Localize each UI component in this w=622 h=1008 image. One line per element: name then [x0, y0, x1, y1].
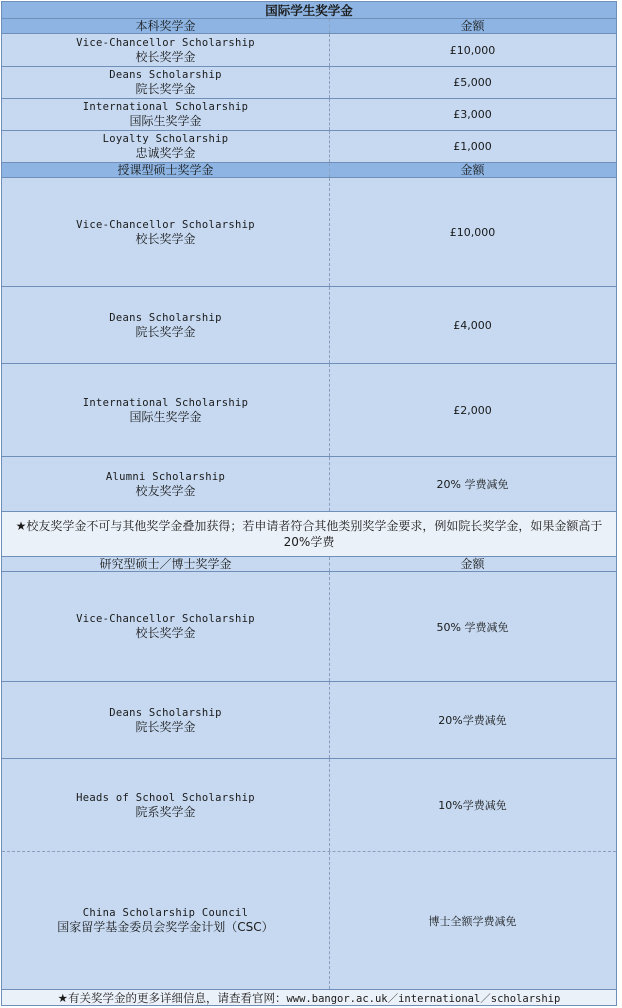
scholarship-amount: £10,000 [449, 225, 496, 239]
scholarship-name-en: International Scholarship [82, 101, 249, 113]
table-row [2, 682, 616, 759]
table-row [2, 67, 616, 99]
scholarship-name-en: Vice-Chancellor Scholarship [76, 613, 255, 625]
scholarship-name-en: Heads of School Scholarship [76, 791, 255, 804]
scholarship-amount: £2,000 [453, 403, 492, 417]
scholarship-amount: £5,000 [453, 76, 492, 89]
scholarship-name-en: Vice-Chancellor Scholarship [76, 36, 255, 49]
scholarship-name-cn: 国际生奖学金 [129, 409, 202, 424]
scholarship-name-cn: 校长奖学金 [135, 626, 196, 640]
scholarship-table [1, 1, 617, 1006]
scholarship-name-cn: 校长奖学金 [135, 49, 196, 64]
taught-header: 授课型硕士奖学金 [2, 163, 330, 177]
research-amount-header: 金额 [460, 557, 485, 571]
table-row [2, 572, 616, 682]
alumni-note: ★校友奖学金不可与其他奖学金叠加获得；若申请者符合其他类别奖学金要求，例如院长奖学金，如果金额高于20%学费 [2, 512, 616, 557]
scholarship-amount: 博士全额学费减免 [428, 914, 517, 928]
footer-prefix: ★有关奖学金的更多详细信息，请查看官网： [57, 991, 287, 1005]
scholarship-name-en: International Scholarship [82, 396, 249, 409]
scholarship-name-cn: 院系奖学金 [135, 804, 196, 819]
scholarship-amount: £10,000 [449, 43, 496, 57]
scholarship-amount: 50% 学费减免 [436, 620, 509, 634]
undergrad-amount-header: 金额 [460, 19, 485, 33]
scholarship-name-en: Deans Scholarship [109, 69, 222, 81]
scholarship-amount: 20% 学费减免 [436, 478, 509, 491]
table-row [2, 131, 616, 163]
table-title: 国际学生奖学金 [2, 2, 616, 19]
scholarship-name-en: Loyalty Scholarship [102, 133, 229, 145]
footer-note [2, 990, 616, 1005]
undergrad-header: 本科奖学金 [2, 19, 330, 33]
scholarship-name-cn: 院长奖学金 [135, 82, 196, 96]
taught-amount-header: 金额 [460, 163, 485, 177]
scholarship-amount: 10%学费减免 [438, 799, 507, 812]
table-row [2, 457, 616, 512]
scholarship-amount: 20%学费减免 [438, 714, 507, 727]
scholarship-name-en: Deans Scholarship [109, 706, 222, 719]
scholarship-name-cn: 忠诚奖学金 [135, 146, 196, 160]
undergrad-header-row [2, 19, 616, 34]
scholarship-amount: £4,000 [453, 318, 492, 332]
scholarship-amount: £3,000 [453, 108, 492, 121]
table-row [2, 178, 616, 287]
table-row [2, 852, 616, 990]
scholarship-name-cn: 校友奖学金 [135, 483, 196, 498]
scholarship-name-cn: 国家留学基金委员会奖学金计划（CSC） [57, 920, 274, 934]
scholarship-name-cn: 院长奖学金 [135, 719, 196, 734]
research-header-row [2, 557, 616, 572]
scholarship-name-cn: 国际生奖学金 [129, 114, 202, 128]
scholarship-name-cn: 校长奖学金 [135, 231, 196, 246]
scholarship-name-en: China Scholarship Council [82, 907, 249, 919]
taught-header-row [2, 163, 616, 178]
research-header: 研究型硕士／博士奖学金 [2, 557, 330, 571]
scholarship-name-cn: 院长奖学金 [135, 324, 196, 339]
table-row [2, 364, 616, 457]
table-row [2, 287, 616, 364]
scholarship-name-en: Alumni Scholarship [105, 470, 226, 483]
scholarship-name-en: Vice-Chancellor Scholarship [76, 218, 255, 231]
scholarship-amount: £1,000 [453, 140, 492, 153]
scholarship-name-en: Deans Scholarship [109, 311, 222, 324]
table-row [2, 34, 616, 67]
table-row [2, 759, 616, 852]
table-row [2, 99, 616, 131]
footer-url[interactable]: www.bangor.ac.uk／international／scholarship [286, 993, 561, 1005]
